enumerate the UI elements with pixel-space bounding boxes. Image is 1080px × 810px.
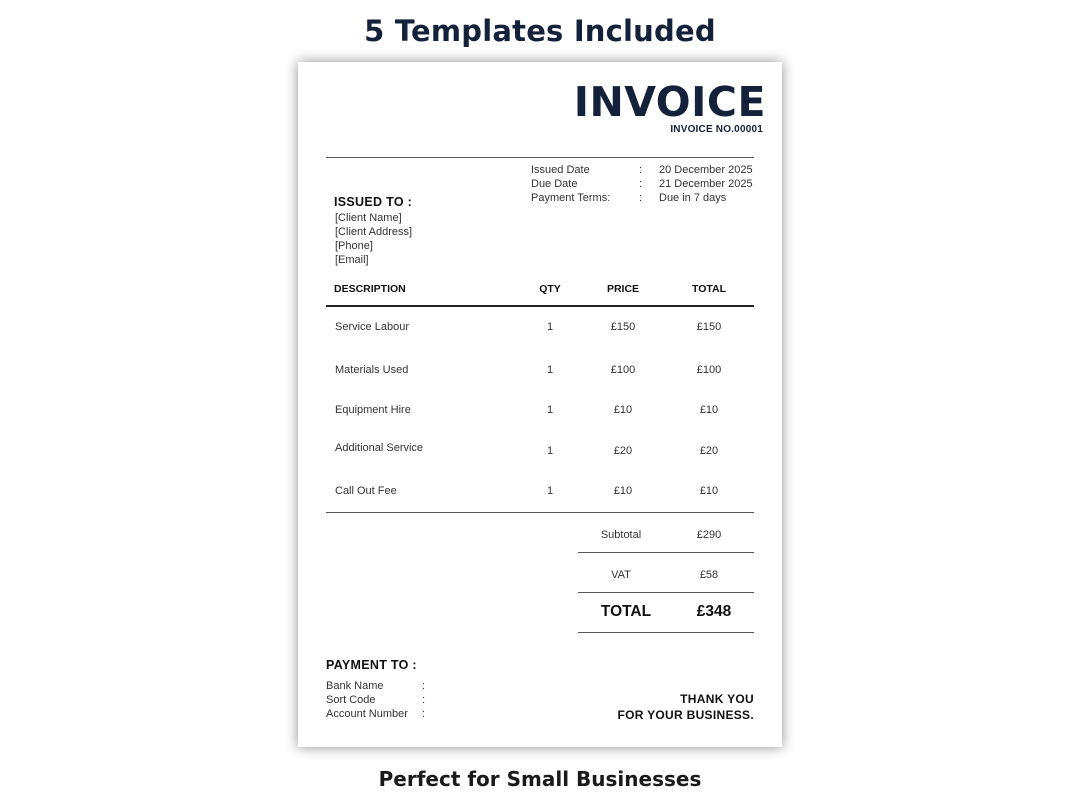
subtotal-value: £290 [696,529,722,541]
issued-to-client-name: [Client Name] [335,212,402,224]
row-description: Call Out Fee [335,485,397,497]
meta-label-payment-terms: Payment Terms: [531,192,611,204]
thank-you-line-2: FOR YOUR BUSINESS. [617,708,754,722]
row-qty: 1 [546,404,554,416]
meta-label-due-date: Due Date [531,178,578,190]
row-total: £10 [699,404,719,416]
row-description: Materials Used [335,364,409,376]
payment-field-sort-code: Sort Code [326,694,376,706]
row-qty: 1 [546,321,554,333]
row-qty: 1 [546,364,554,376]
meta-value-payment-terms: Due in 7 days [659,192,727,204]
row-description: Additional Service [335,442,424,454]
invoice-title: INVOICE [573,78,766,126]
issued-to-client-address: [Client Address] [335,226,413,238]
row-price: £10 [613,404,633,416]
subtotal-label: Subtotal [600,529,642,541]
promo-headline: 5 Templates Included [364,14,716,48]
header-divider [326,157,754,158]
table-header-divider [326,305,754,307]
issued-to-title: ISSUED TO : [334,195,413,209]
issued-to-email: [Email] [335,254,369,266]
grand-total-value: £348 [696,603,732,620]
meta-colon: : [639,192,643,204]
col-header-price: PRICE [606,283,640,295]
grand-total-label: TOTAL [600,603,652,620]
col-header-total: TOTAL [691,283,727,295]
thank-you-line-1: THANK YOU [680,692,754,706]
row-total: £20 [699,445,719,457]
issued-to-phone: [Phone] [335,240,373,252]
row-price: £150 [610,321,636,333]
payment-field-account-number: Account Number [326,708,408,720]
row-price: £20 [613,445,633,457]
table-bottom-divider [326,512,754,513]
promo-footer: Perfect for Small Businesses [378,767,702,791]
meta-colon: : [639,164,643,176]
row-description: Equipment Hire [335,404,411,416]
meta-label-issued-date: Issued Date [531,164,590,176]
row-qty: 1 [546,485,554,497]
invoice-number: INVOICE NO.00001 [670,124,763,135]
vat-divider [578,592,754,593]
row-total: £150 [696,321,722,333]
row-total: £100 [696,364,722,376]
meta-colon: : [639,178,643,190]
invoice-sheet [298,62,782,747]
row-price: £100 [610,364,636,376]
subtotal-divider [578,552,754,553]
payment-colon: : [422,708,426,720]
col-header-description: DESCRIPTION [334,283,406,295]
vat-label: VAT [611,569,631,581]
row-qty: 1 [546,445,554,457]
payment-colon: : [422,680,426,692]
col-header-qty: QTY [539,283,561,295]
grand-total-divider [578,632,754,633]
row-description: Service Labour [335,321,409,333]
vat-value: £58 [699,569,719,581]
meta-value-due-date: 21 December 2025 [659,178,753,190]
row-price: £10 [613,485,633,497]
meta-value-issued-date: 20 December 2025 [659,164,753,176]
payment-field-bank-name: Bank Name [326,680,384,692]
payment-to-title: PAYMENT TO : [326,658,417,672]
payment-colon: : [422,694,426,706]
row-total: £10 [699,485,719,497]
